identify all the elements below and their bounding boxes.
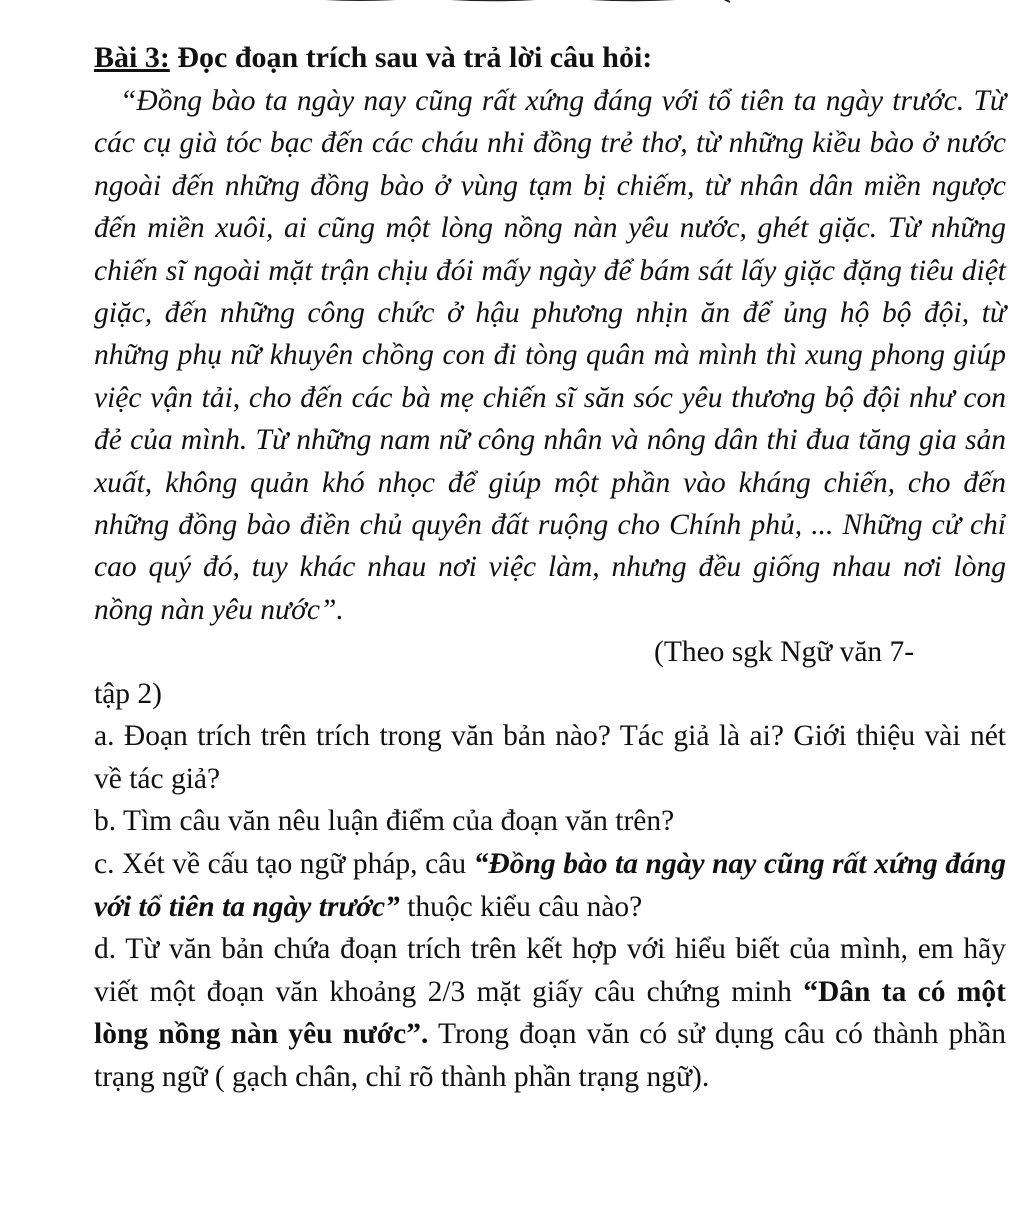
question-d-text: d. Từ văn bản chứa đoạn trích trên kết hợp với hiểu biết của mình, em hãy viết một đoạn văn khoảng 2/3 mặt giấy câu chứng minh <box>94 933 1006 1008</box>
exercise-number: Bài 3: <box>94 41 170 74</box>
source-citation <box>94 631 1006 715</box>
question-b: b. Tìm câu văn nêu luận điểm của đoạn văn trên? <box>94 805 675 838</box>
excerpt-passage: “Đồng bào ta ngày nay cũng rất xứng đáng với tổ tiên ta ngày trước. Từ các cụ già tóc bạc đến các cháu nhi đồng trẻ thơ, từ những kiều bào ở nước ngoài đến những đồng bào ở vùng tạm bị chiếm, từ nhân dân miền ngược đến miền xuôi, ai cũng một lòng nồng nàn yêu nước, ghét giặc. Từ những chiến sĩ ngoài mặt trận chịu đói mấy ngày để bám sát lấy giặc đặng tiêu diệt giặc, đến những công chức ở hậu phương nhịn ăn để ủng hộ bộ đội, từ những phụ nữ khuyên chồng con đi tòng quân mà mình thì xung phong giúp việc vận tải, cho đến các bà mẹ chiến sĩ săn sóc yêu thương bộ đội như con đẻ của mình. Từ những nam nữ công nhân và nông dân thi đua tăng gia sản xuất, không quản khó nhọc để giúp một phần vào kháng chiến, cho đến những đồng bào điền chủ quyên đất ruộng cho Chính phủ, ... Những cử chỉ cao quý đó, tuy khác nhau nơi việc làm, nhưng đều giống nhau nơi lòng nồng nàn yêu nước”. <box>94 85 1006 626</box>
question-d-tail: Trong đoạn văn có sử dụng câu có thành phần trạng ngữ ( gạch chân, chỉ rõ thành phần trạng ngữ). <box>94 1018 1006 1094</box>
question-d <box>94 928 1006 1098</box>
question-c-quote: “Đồng bào ta ngày nay cũng rất xứng đáng với tổ tiên ta ngày trước” <box>94 848 1006 923</box>
question-a: a. Đoạn trích trên trích trong văn bản nào? Tác giả là ai? Giới thiệu vài nét về tác giả? <box>94 720 1006 795</box>
question-c <box>94 843 1006 928</box>
source-line-2: tập 2) <box>94 678 162 711</box>
question-c-text: c. Xét về cấu tạo ngữ pháp, câu <box>94 848 474 881</box>
cropped-text-remnant <box>300 0 750 6</box>
exercise-instruction: Đọc đoạn trích sau và trả lời câu hỏi: <box>169 41 653 74</box>
source-line-1: (Theo sgk Ngữ văn 7- <box>654 636 915 669</box>
question-d-quote: “Dân ta có một lòng nồng nàn yêu nước”. <box>94 975 1006 1051</box>
question-c-tail: thuộc kiểu câu nào? <box>399 890 643 923</box>
exercise-heading <box>94 36 1006 80</box>
document-content <box>94 36 1006 1099</box>
